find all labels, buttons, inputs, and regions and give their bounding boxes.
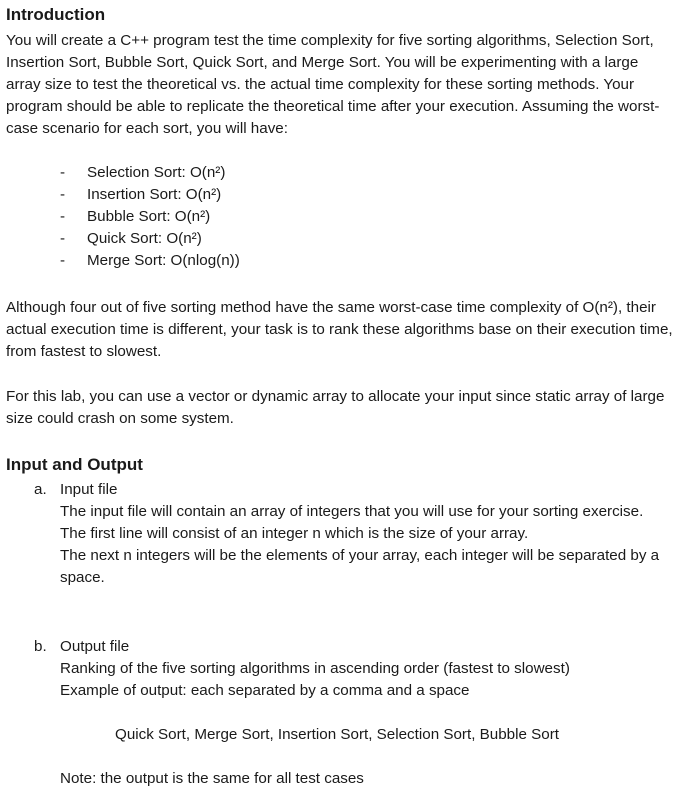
list-item (60, 162, 240, 184)
example-output: Quick Sort, Merge Sort, Insertion Sort, Selection Sort, Bubble Sort (115, 726, 560, 743)
complexity-merge-sort: Merge Sort: O(nlog(n)) (87, 252, 240, 269)
complexity-insertion-sort: Insertion Sort: O(n²) (87, 186, 222, 203)
input-file-description: The input file will contain an array of integers that you will use for your sorting exercise. (60, 503, 644, 520)
ranking-task-paragraph: Although four out of five sorting method have the same worst-case time complexity of O(n²), their actual execution time is different, your task is to rank these algorithms base on their execution time, from fastest to slowest. (6, 299, 673, 360)
output-file-section (60, 636, 680, 702)
introduction-paragraph: You will create a C++ program test the time complexity for five sorting algorithms, Selection Sort, Insertion Sort, Bubble Sort, Quick Sort, and Merge Sort. You will be experimenting with a large array size to test the theoretical vs. the actual time complexity for these sorting methods. Your program should be able to replicate the theoretical time after your execution. Assuming the worst-case scenario for each sort, you will have: (6, 32, 660, 137)
output-file-ranking: Ranking of the five sorting algorithms in ascending order (fastest to slowest) (60, 660, 570, 677)
list-item (60, 228, 240, 250)
list-item (60, 206, 240, 228)
input-file-elements: The next n integers will be the elements of your array, each integer will be separated by a space. (60, 547, 660, 586)
input-file-first-line: The first line will consist of an integer n which is the size of your array. (60, 525, 529, 542)
dash-bullet: - (60, 230, 66, 247)
complexity-quick-sort: Quick Sort: O(n²) (87, 230, 202, 247)
introduction-heading: Introduction (6, 5, 106, 24)
dash-bullet: - (60, 186, 66, 203)
input-file-heading: Input file (60, 481, 118, 498)
complexity-list (60, 162, 240, 272)
list-marker-a: a. (34, 481, 47, 498)
complexity-selection-sort: Selection Sort: O(n²) (87, 164, 226, 181)
output-file-example-label: Example of output: each separated by a comma and a space (60, 682, 470, 699)
dash-bullet: - (60, 208, 66, 225)
input-output-heading: Input and Output (6, 455, 143, 474)
input-file-section (60, 479, 680, 589)
list-item (60, 184, 240, 206)
dash-bullet: - (60, 252, 66, 269)
complexity-bubble-sort: Bubble Sort: O(n²) (87, 208, 211, 225)
dash-bullet: - (60, 164, 66, 181)
cut-off-text-line (0, 0, 690, 3)
vector-note-paragraph: For this lab, you can use a vector or dynamic array to allocate your input since static array of large size could crash on some system. (6, 388, 665, 427)
list-marker-b: b. (34, 638, 47, 655)
output-note: Note: the output is the same for all test cases (60, 770, 364, 787)
list-item (60, 250, 240, 272)
output-file-heading: Output file (60, 638, 130, 655)
